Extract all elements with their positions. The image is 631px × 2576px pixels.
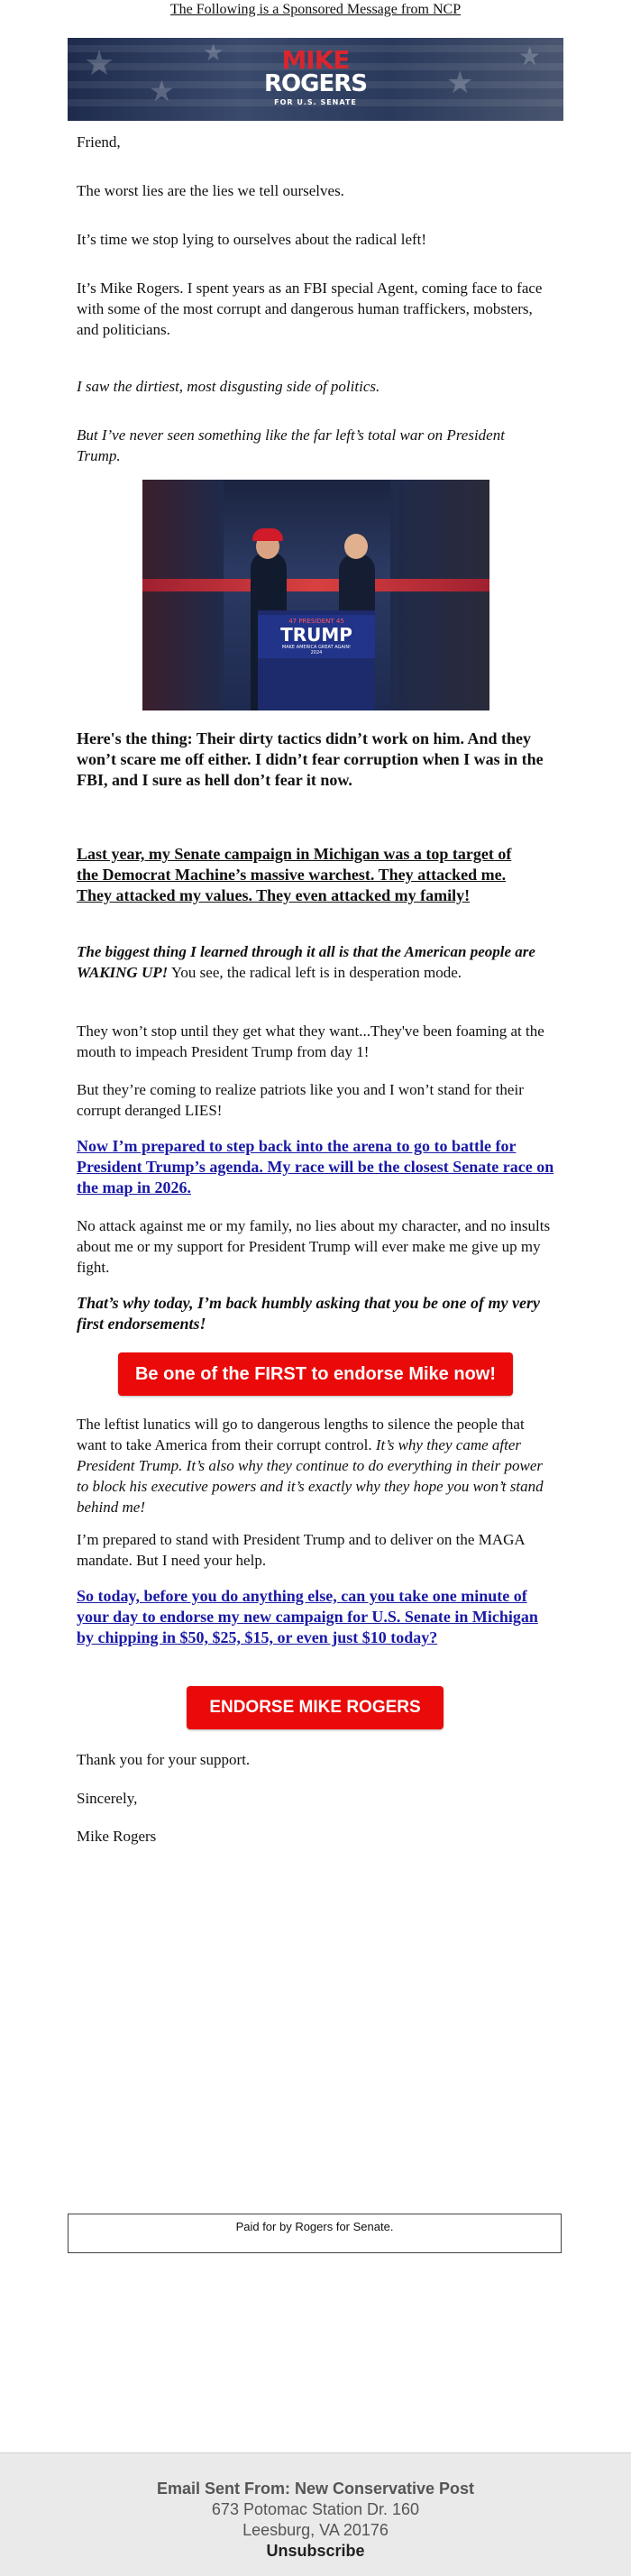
paragraph: They won’t stop until they get what they want...They've been foaming at the mouth to impeach President Trump from day 1! xyxy=(77,1022,544,1060)
address-line-2: Leesburg, VA 20176 xyxy=(242,2521,389,2539)
paid-for-text: Paid for by Rogers for Senate. xyxy=(235,2220,394,2233)
endorse-first-button[interactable]: Be one of the FIRST to endorse Mike now! xyxy=(118,1352,513,1396)
paragraph: The worst lies are the lies we tell ourselves. xyxy=(77,182,344,199)
paid-for-box xyxy=(68,2214,562,2253)
podium-sign xyxy=(258,615,375,658)
paragraph[interactable] xyxy=(77,1586,554,1648)
paragraph: But I’ve never seen something like the far left’s total war on President Trump. xyxy=(77,426,505,464)
star-icon: ★ xyxy=(518,41,542,71)
logo-line-2: ROGERS xyxy=(264,70,367,97)
emphasis-text: It’s why they came after President Trump. It’s also why they continue to do everything in their power to block his executive powers and it’s exactly why they hope you won’t stand behind me! xyxy=(77,1436,544,1516)
paragraph: It’s Mike Rogers. I spent years as an FBI special Agent, coming face to face with some of the most corrupt and dangerous human traffickers, mobsters, and politicians. xyxy=(77,280,543,338)
paragraph: I’m prepared to stand with President Trump and to deliver on the MAGA mandate. But I need your help. xyxy=(77,1531,525,1569)
chip-in-link[interactable]: So today, before you do anything else, can you take one minute of your day to endorse my new campaign for U.S. Senate in Michigan by chipping in $50, $25, $15, or even just $10 today? xyxy=(77,1587,538,1646)
sign-sub-text: MAKE AMERICA GREAT AGAIN! xyxy=(281,645,352,650)
sponsor-line[interactable] xyxy=(0,0,631,20)
paragraph-text: You see, the radical left is in desperation mode. xyxy=(168,964,462,981)
signature: Mike Rogers xyxy=(77,1828,157,1845)
endorse-mike-button[interactable]: ENDORSE MIKE ROGERS xyxy=(187,1686,444,1729)
campaign-logo xyxy=(68,38,563,121)
paragraph-text: The leftist lunatics will go to dangerous lengths to silence the people that want to take America from their corrupt control. xyxy=(77,1416,525,1453)
email-footer xyxy=(0,2452,631,2576)
star-icon: ★ xyxy=(203,40,224,67)
paragraph: I saw the dirtiest, most disgusting side of politics. xyxy=(77,378,380,395)
paragraph xyxy=(77,844,536,906)
star-icon: ★ xyxy=(84,43,115,83)
unsubscribe-link[interactable]: Unsubscribe xyxy=(266,2542,365,2560)
sponsor-text[interactable]: The Following is a Sponsored Message from NCP xyxy=(169,2,462,17)
arena-link[interactable]: Now I’m prepared to step back into the arena to go to battle for President Trump’s agenda. My race will be the closest Senate race on the map in 2026. xyxy=(77,1137,554,1196)
highlight-text: Last year, my Senate campaign in Michigan was a top target of the Democrat Machine’s massive warchest. They attacked me. They attacked my values. They even attacked my family! xyxy=(77,845,512,904)
address-line-1: 673 Potomac Station Dr. 160 xyxy=(211,2500,420,2518)
paragraph[interactable] xyxy=(77,1136,554,1198)
sign-top-text: 47 PRESIDENT 45 xyxy=(288,618,344,625)
paragraph: But they’re coming to realize patriots like you and I won’t stand for their corrupt deranged LIES! xyxy=(77,1081,524,1119)
logo-line-3: FOR U.S. SENATE xyxy=(274,98,357,106)
star-icon: ★ xyxy=(446,65,474,101)
paragraph: No attack against me or my family, no lies about my character, and no insults about me or my support for President Trump will ever make me give up my fight. xyxy=(77,1217,551,1276)
paragraph xyxy=(77,1414,554,1517)
paragraph: Thank you for your support. xyxy=(77,1751,251,1768)
header-banner xyxy=(68,38,563,121)
paragraph: Sincerely, xyxy=(77,1790,138,1807)
logo-line-1: MIKE xyxy=(281,45,350,75)
greeting: Friend, xyxy=(77,133,121,151)
sent-from-text: Email Sent From: New Conservative Post xyxy=(156,2480,475,2498)
sign-main-text: TRUMP xyxy=(280,624,352,646)
paragraph: That’s why today, I’m back humbly asking that you be one of my very first endorsements! xyxy=(77,1294,540,1333)
trump-rally-photo xyxy=(142,480,489,710)
paragraph: Here's the thing: Their dirty tactics didn’t work on him. And they won’t scare me off either. I didn’t fear corruption when I was in the FBI, and I sure as hell don’t fear it now. xyxy=(77,729,544,789)
paragraph xyxy=(77,941,545,983)
emphasis-text: The biggest thing I learned through it all is that the American people are WAKING UP! xyxy=(77,943,535,981)
star-icon: ★ xyxy=(149,74,175,108)
paragraph: It’s time we stop lying to ourselves about the radical left! xyxy=(77,231,427,248)
sign-year-text: 2024 xyxy=(310,650,323,655)
